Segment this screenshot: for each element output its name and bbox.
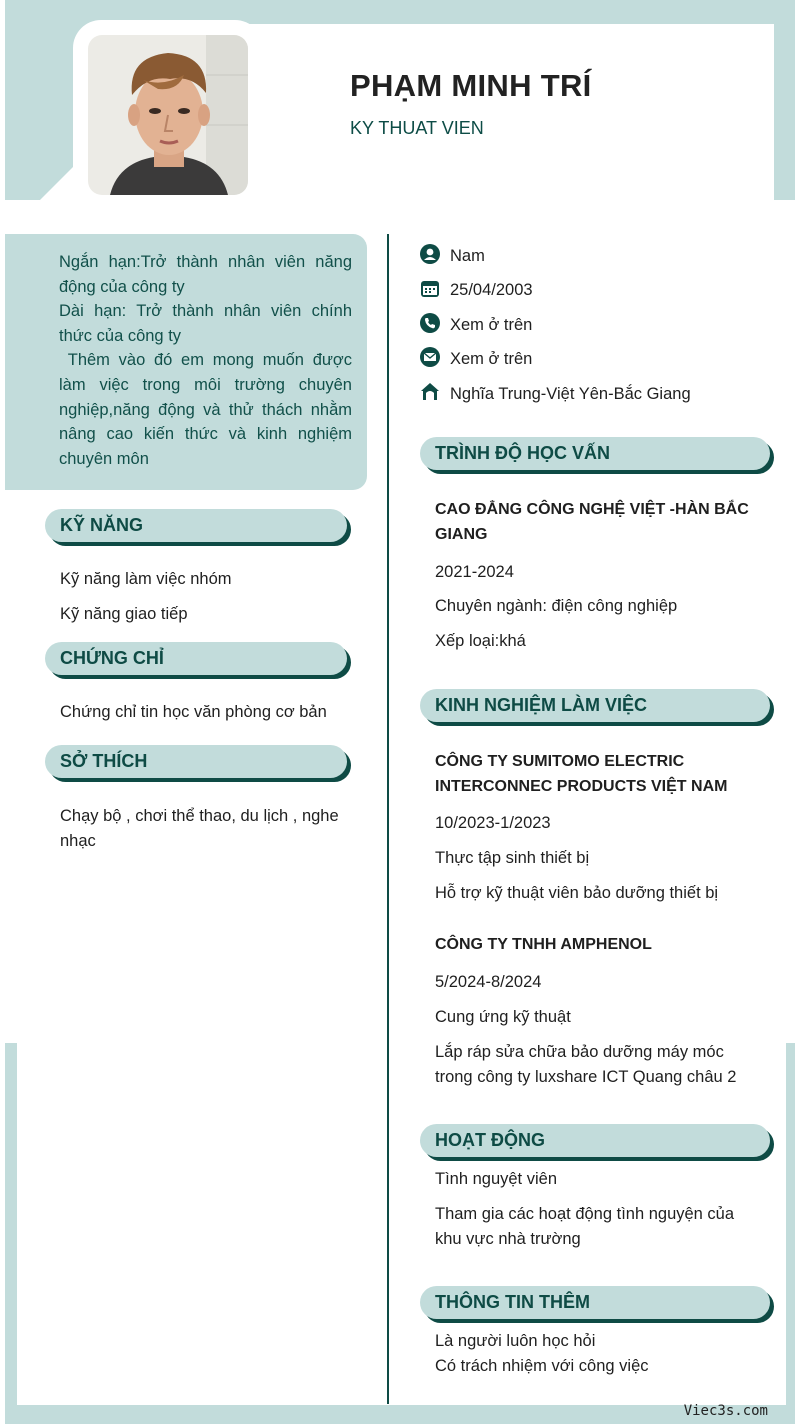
frame-right — [786, 1043, 795, 1424]
job-company: CÔNG TY SUMITOMO ELECTRIC INTERCONNEC PRODUCTS VIỆT NAM — [435, 753, 728, 795]
section-skills-title: KỸ NĂNG — [60, 515, 144, 535]
contact-email: Xem ở trên — [450, 350, 533, 368]
education-period: 2021-2024 — [435, 563, 514, 581]
education-rank: Xếp loại:khá — [435, 632, 526, 650]
job-description: Lắp ráp sửa chữa bảo dưỡng máy móc trong công ty luxshare ICT Quang châu 2 — [435, 1043, 737, 1086]
section-activities-title: HOẠT ĐỘNG — [435, 1130, 545, 1150]
objective-box — [5, 234, 367, 490]
watermark: Viec3s.com — [683, 1403, 768, 1419]
calendar-icon — [420, 278, 440, 303]
phone-icon — [420, 313, 440, 338]
section-experience-title: KINH NGHIỆM LÀM VIỆC — [435, 695, 648, 715]
education-major: Chuyên ngành: điện công nghiệp — [435, 597, 678, 615]
extra-info-line: Là người luôn học hỏi — [435, 1332, 596, 1350]
section-certificates-title: CHỨNG CHỈ — [60, 648, 164, 668]
education-school: CAO ĐẲNG CÔNG NGHỆ VIỆT -HÀN BẮC GIANG — [435, 501, 749, 543]
home-icon — [420, 382, 440, 407]
section-hobbies-header — [45, 745, 347, 778]
section-skills-header — [45, 509, 347, 542]
contact-address: Nghĩa Trung-Việt Yên-Bắc Giang — [450, 385, 691, 403]
job-description: Hỗ trợ kỹ thuật viên bảo dưỡng thiết bị — [435, 884, 719, 902]
certificate-item: Chứng chỉ tin học văn phòng cơ bản — [60, 703, 327, 721]
job-period: 10/2023-1/2023 — [435, 814, 551, 832]
contact-gender: Nam — [450, 247, 485, 265]
section-certificates-header — [45, 642, 347, 675]
skill-item: Kỹ năng giao tiếp — [60, 605, 188, 623]
header-panel — [240, 24, 774, 200]
section-hobbies-title: SỞ THÍCH — [60, 751, 148, 771]
job-period: 5/2024-8/2024 — [435, 973, 542, 991]
job-position: Thực tập sinh thiết bị — [435, 849, 590, 867]
section-extra-header — [420, 1286, 770, 1319]
skill-item: Kỹ năng làm việc nhóm — [60, 570, 232, 588]
candidate-name: PHẠM MINH TRÍ — [350, 68, 592, 103]
hobbies-text: Chạy bộ , chơi thể thao, du lịch , nghe nhạc — [60, 807, 339, 850]
extra-info-line: Có trách nhiệm với công việc — [435, 1357, 649, 1375]
objective-text: Ngắn hạn:Trở thành nhân viên năng động của công ty Dài hạn: Trở thành nhân viên chính thức của công ty Thêm vào đó em mong muốn được làm việc trong môi trường chuyên nghiệp,năng động và thử thách nhằm nâng cao kiến thức và kinh nghiệm chuyên môn — [59, 253, 352, 468]
column-divider — [387, 234, 389, 1404]
job-position: Cung ứng kỹ thuật — [435, 1008, 571, 1026]
activity-description: Tham gia các hoạt động tình nguyện của khu vực nhà trường — [435, 1205, 735, 1248]
frame-left — [5, 1043, 17, 1424]
section-education-title: TRÌNH ĐỘ HỌC VẤN — [435, 443, 610, 463]
contact-phone: Xem ở trên — [450, 316, 533, 334]
section-education-header — [420, 437, 770, 470]
profile-photo — [88, 35, 248, 195]
email-icon — [420, 347, 440, 372]
contact-birthday: 25/04/2003 — [450, 281, 533, 299]
activity-role: Tình nguyệt viên — [435, 1170, 557, 1188]
section-extra-title: THÔNG TIN THÊM — [435, 1292, 590, 1312]
section-activities-header — [420, 1124, 770, 1157]
job-title: KY THUAT VIEN — [350, 118, 484, 138]
frame-bottom — [5, 1405, 795, 1424]
contact-gender-icon — [420, 244, 440, 269]
job-company: CÔNG TY TNHH AMPHENOL — [435, 936, 652, 953]
section-experience-header — [420, 689, 770, 722]
